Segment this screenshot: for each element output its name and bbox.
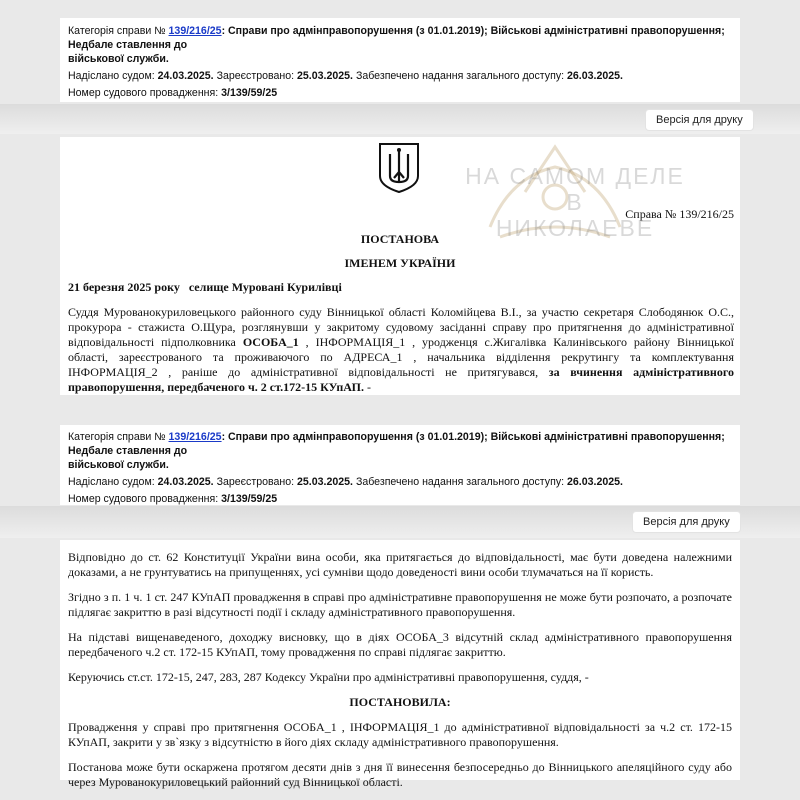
proceeding-number-line-2: Номер судового провадження: 3/139/59/25 — [68, 493, 278, 505]
paragraph-article-247: Згідно з п. 1 ч. 1 ст. 247 КУпАП провадження в справі про адміністративне правопорушення не може бути розпочато, а розпочате підлягає закриттю в разі відсутності події і складу адміністративного правопорушення. — [68, 590, 732, 619]
paragraph-appeal: Постанова може бути оскаржена протягом десяти днів з дня її винесення безпосередньо до Вінницького апеляційного суду або через Мурованокуриловецький районний суд Вінницької області. — [68, 760, 732, 789]
category-line-2: Категорія справи № 139/216/25: Справи про адмінправопорушення (з 01.01.2019); Військові адміністративні правопорушення; Недбале ставлення до військової служби. — [68, 431, 725, 471]
paragraph-constitution: Відповідно до ст. 62 Конституції України вина особи, яка притягається до відповідальності, має бути доведена належними доказами, а не грунтуватись на припущеннях, усі сумніви щодо доведеності вини особи тлумачаться на її користь. — [68, 550, 732, 579]
resolution-heading: ПОСТАНОВИЛА: — [349, 695, 451, 709]
proceeding-number-line: Номер судового провадження: 3/139/59/25 — [68, 87, 278, 99]
case-reference: Справа № 139/216/25 — [625, 207, 734, 221]
document-title: ПОСТАНОВА — [360, 232, 440, 246]
document-intro-paragraph: Суддя Мурованокуриловецького районного суду Вінницької області Коломійцева В.І., за участю секретаря Слободянюк О.С., прокурора - стажиста О.Щура, розглянувши у закритому судовому засіданні справу про притягнення до адміністративної відповідальності підполковника ОСОБА_1 , ІНФОРМАЦІЯ_1 , уродженця с.Жигалівка Калинівського району Вінницької області, зареєстрованого та проживаючого по АДРЕСА_1 , начальника відділення рекрутингу та комплектування ІНФОРМАЦІЯ_2 , раніше до адміністративної відповідальності не притягувався, за вчинення адміністративного правопорушення, передбаченого ч. 2 ст.172-15 КУпАП. - — [68, 305, 735, 394]
print-version-button-bottom[interactable]: Версія для друку — [632, 511, 741, 533]
paragraph-guided-by: Керуючись ст.ст. 172-15, 247, 283, 287 Кодексу України про адміністративні правопорушення, суддя, - — [68, 670, 589, 684]
paragraph-proceeding-closed: Провадження у справі про притягнення ОСОБА_1 , ІНФОРМАЦІЯ_1 до адміністративної відповідальності за ч.2 ст. 172-15 КУпАП, закрити у зв`язку з відсутністю в його діях складу адміністративного правопорушення. — [68, 720, 732, 749]
document-panel-1 — [60, 137, 740, 395]
case-metadata-panel-bottom — [60, 425, 740, 505]
watermark-text: НА САМОМ ДЕЛЕ В НИКОЛАЕВЕ — [465, 163, 685, 241]
print-version-button-top[interactable]: Версія для друку — [645, 109, 754, 131]
document-subtitle: ІМЕНЕМ УКРАЇНИ — [344, 256, 456, 270]
case-metadata-panel-top — [60, 18, 740, 102]
document-panel-2 — [60, 540, 740, 789]
paragraph-conclusion: На підставі вищенаведеного, доходжу висновку, що в діях ОСОБА_3 відсутній склад адміністративного правопорушення передбаченого ч.2 ст. 172-15 КУпАП, тому провадження по справі підлягає закриттю. — [68, 630, 732, 659]
trident-emblem-icon — [376, 142, 422, 198]
dates-line: Надіслано судом: 24.03.2025. Зареєстровано: 25.03.2025. Забезпечено надання загального доступу: 26.03.2025. — [68, 70, 623, 82]
date-place: 21 березня 2025 року селище Муровані Курилівці — [68, 280, 342, 294]
case-number-link-2[interactable]: 139/216/25 — [168, 431, 222, 443]
case-number-link[interactable]: 139/216/25 — [168, 25, 222, 37]
dates-line-2: Надіслано судом: 24.03.2025. Зареєстровано: 25.03.2025. Забезпечено надання загального доступу: 26.03.2025. — [68, 476, 623, 488]
category-line: Категорія справи № 139/216/25: Справи про адмінправопорушення (з 01.01.2019); Військові адміністративні правопорушення; Недбале ставлення до військової служби. — [68, 25, 725, 65]
